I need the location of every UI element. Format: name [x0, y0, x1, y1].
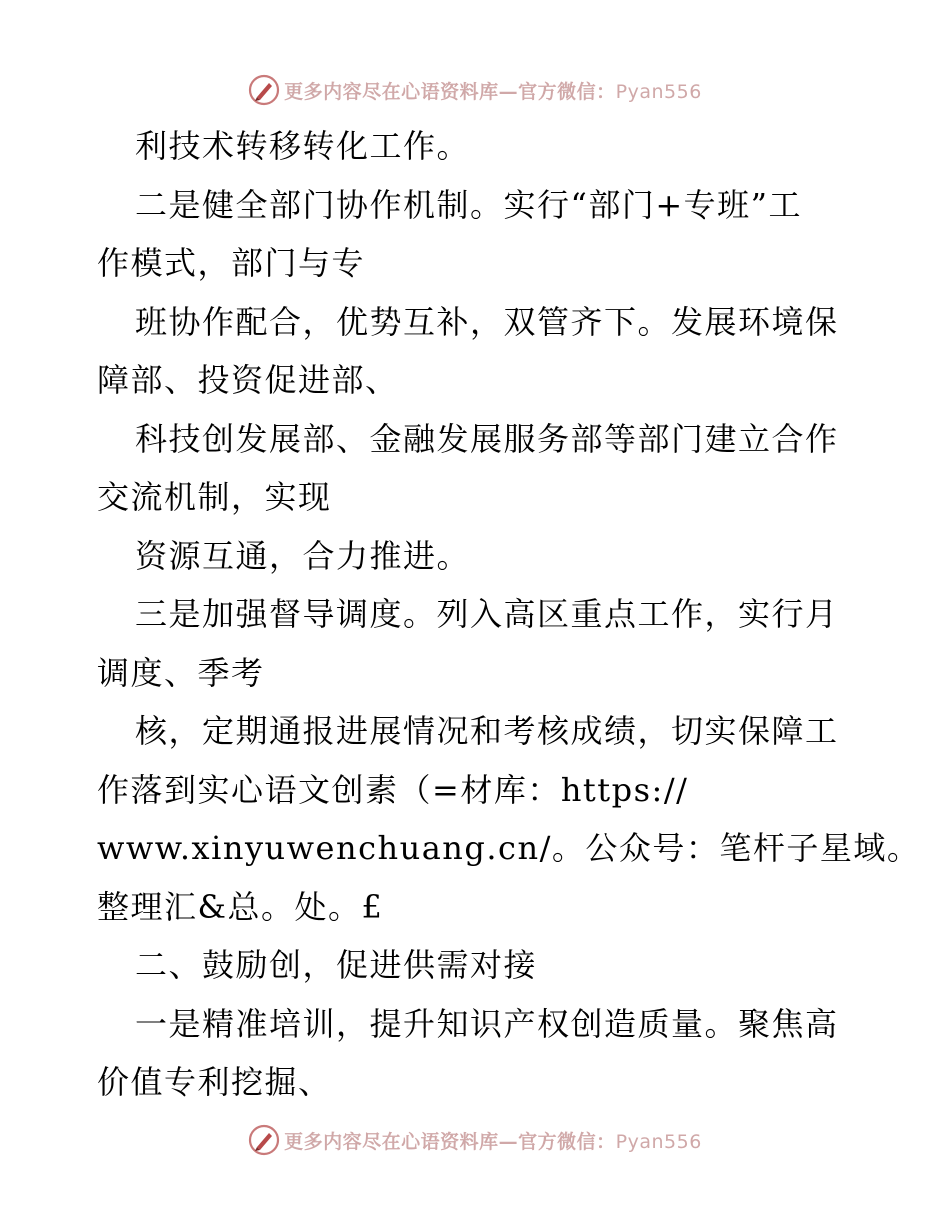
text-line: 三是加强督导调度。列入高区重点工作，实行月 [135, 595, 839, 633]
text-line: 资源互通，合力推进。 [135, 536, 471, 575]
banner-text: 更多内容尽在心语资料库—官方微信：Pyan556 [284, 1130, 702, 1153]
text-line: 班协作配合，优势互补，双管齐下。发展环境保 [135, 302, 839, 341]
text-line: 核，定期通报进展情况和考核成绩，切实保障工 [135, 712, 839, 750]
text-line: 一是精准培训，提升知识产权创造质量。聚焦高 [135, 1004, 839, 1043]
text-line: 作落到实心语文创素（=材库：https:// [97, 770, 689, 809]
banner-text: 更多内容尽在心语资料库—官方微信：Pyan556 [284, 80, 702, 103]
header-watermark-banner [0, 70, 950, 110]
footer-watermark-banner [0, 1120, 950, 1160]
text-line: 二、鼓励创，促进供需对接 [135, 946, 538, 984]
pen-logo-icon [248, 74, 280, 106]
document-body [97, 117, 921, 1112]
text-line: 价值专利挖掘、 [97, 1063, 332, 1101]
text-line: 二是健全部门协作机制。实行“部门+专班”工 [135, 185, 803, 224]
pen-logo-icon [248, 1124, 280, 1156]
text-line: 整理汇&总。处。£ [97, 887, 384, 926]
text-line: 利技术转移转化工作。 [135, 127, 471, 165]
text-line: 科技创发展部、金融发展服务部等部门建立合作 [135, 419, 839, 458]
text-line: 作模式，部门与专 [97, 244, 366, 282]
text-line: 调度、季考 [97, 653, 265, 692]
text-line: 障部、投资促进部、 [97, 361, 399, 399]
text-line: www.xinyuwenchuang.cn/。公众号：笔杆子星域。 [97, 829, 921, 867]
text-line: 交流机制，实现 [97, 478, 332, 516]
